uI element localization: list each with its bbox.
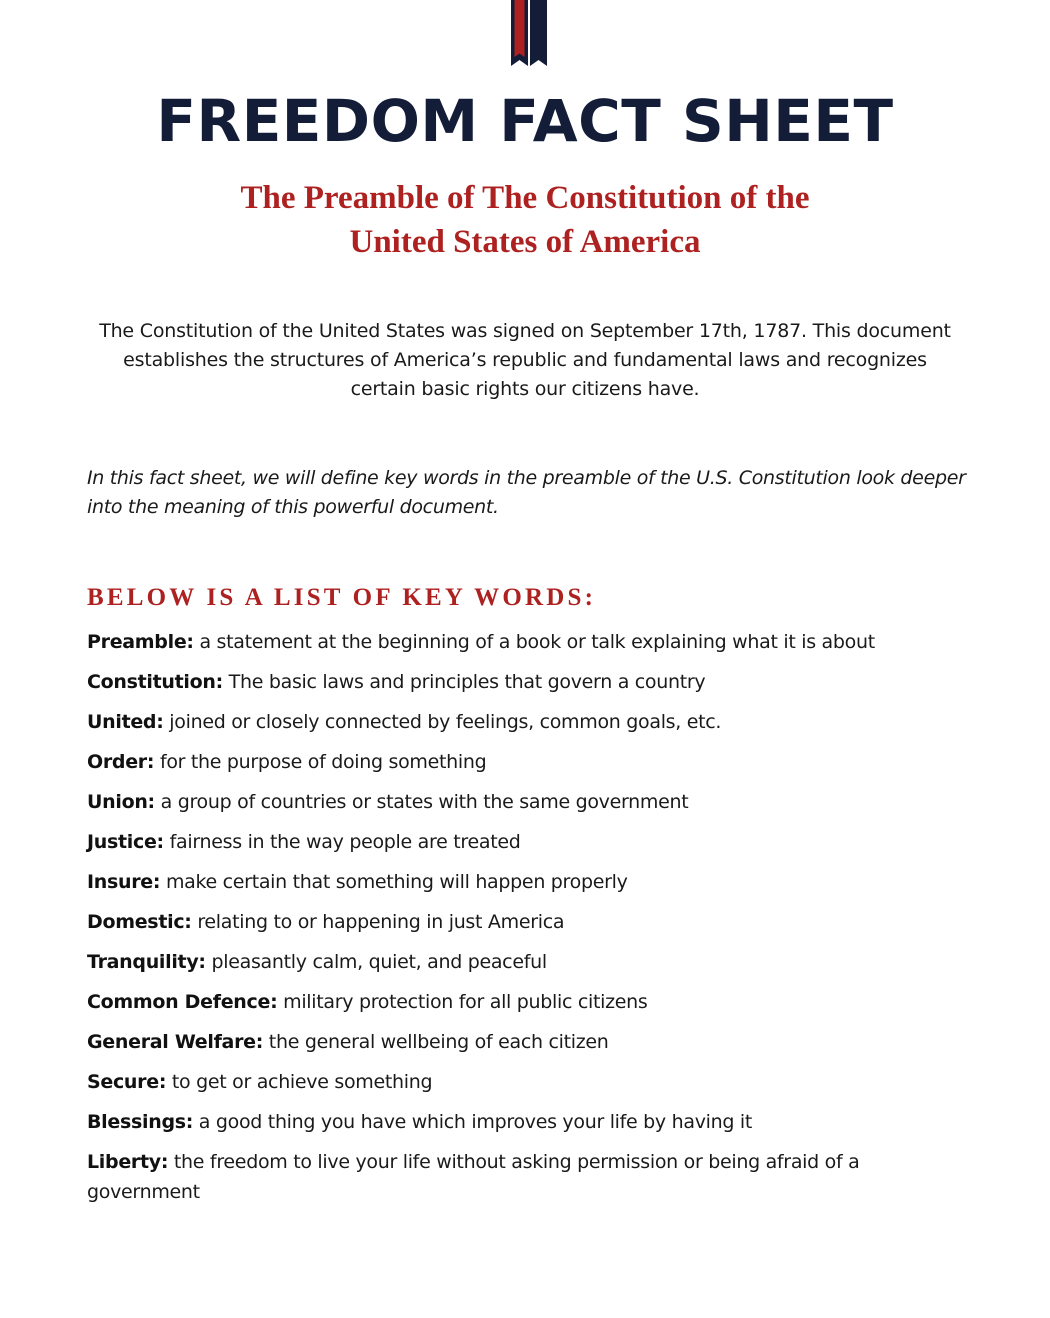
list-item bbox=[87, 748, 967, 778]
definition: The basic laws and principles that govern a country bbox=[228, 671, 706, 693]
key-words-list bbox=[87, 628, 967, 1218]
list-item bbox=[87, 628, 967, 658]
term: Tranquility: bbox=[87, 951, 206, 973]
term: Secure: bbox=[87, 1071, 167, 1093]
list-item bbox=[87, 868, 967, 898]
term: Constitution: bbox=[87, 671, 223, 693]
list-item bbox=[87, 988, 967, 1018]
fact-sheet-note: In this fact sheet, we will define key words in the preamble of the U.S. Constitution look deeper into the meaning of this powerful document. bbox=[87, 467, 966, 518]
term: Justice: bbox=[87, 831, 164, 853]
definition: a group of countries or states with the same government bbox=[160, 791, 689, 813]
definition: for the purpose of doing something bbox=[159, 751, 487, 773]
definition: a statement at the beginning of a book or talk explaining what it is about bbox=[199, 631, 875, 653]
bookmark-ribbon-icon bbox=[511, 0, 547, 66]
list-item bbox=[87, 1068, 967, 1098]
term: Insure: bbox=[87, 871, 161, 893]
definition: a good thing you have which improves your life by having it bbox=[198, 1111, 752, 1133]
list-item bbox=[87, 708, 967, 738]
term: Union: bbox=[87, 791, 155, 813]
term: Preamble: bbox=[87, 631, 194, 653]
definition: make certain that something will happen properly bbox=[165, 871, 628, 893]
definition: military protection for all public citizens bbox=[283, 991, 648, 1013]
list-item bbox=[87, 668, 967, 698]
list-item bbox=[87, 1148, 967, 1207]
definition: to get or achieve something bbox=[171, 1071, 433, 1093]
key-words-heading: BELOW IS A LIST OF KEY WORDS: bbox=[87, 584, 597, 611]
term: Blessings: bbox=[87, 1111, 194, 1133]
intro-paragraph: The Constitution of the United States was signed on September 17th, 1787. This document establishes the structures of America’s republic and fundamental laws and recognizes certain basic rights our citizens have. bbox=[99, 320, 951, 400]
page-subtitle bbox=[0, 176, 1050, 264]
list-item bbox=[87, 1108, 967, 1138]
list-item bbox=[87, 948, 967, 978]
term: Liberty: bbox=[87, 1151, 169, 1173]
list-item bbox=[87, 828, 967, 858]
list-item bbox=[87, 908, 967, 938]
definition: relating to or happening in just America bbox=[197, 911, 565, 933]
term: Order: bbox=[87, 751, 155, 773]
list-item bbox=[87, 1028, 967, 1058]
term: Common Defence: bbox=[87, 991, 278, 1013]
definition: joined or closely connected by feelings, common goals, etc. bbox=[169, 711, 722, 733]
subtitle-line-1: The Preamble of The Constitution of the bbox=[240, 180, 810, 216]
definition: pleasantly calm, quiet, and peaceful bbox=[211, 951, 547, 973]
page-title: FREEDOM FACT SHEET bbox=[156, 87, 894, 155]
definition: the general wellbeing of each citizen bbox=[268, 1031, 609, 1053]
term: United: bbox=[87, 711, 164, 733]
subtitle-line-2: United States of America bbox=[349, 224, 701, 260]
definition: fairness in the way people are treated bbox=[169, 831, 521, 853]
term: General Welfare: bbox=[87, 1031, 264, 1053]
definition: the freedom to live your life without asking permission or being afraid of a government bbox=[87, 1151, 860, 1203]
list-item bbox=[87, 788, 967, 818]
term: Domestic: bbox=[87, 911, 192, 933]
